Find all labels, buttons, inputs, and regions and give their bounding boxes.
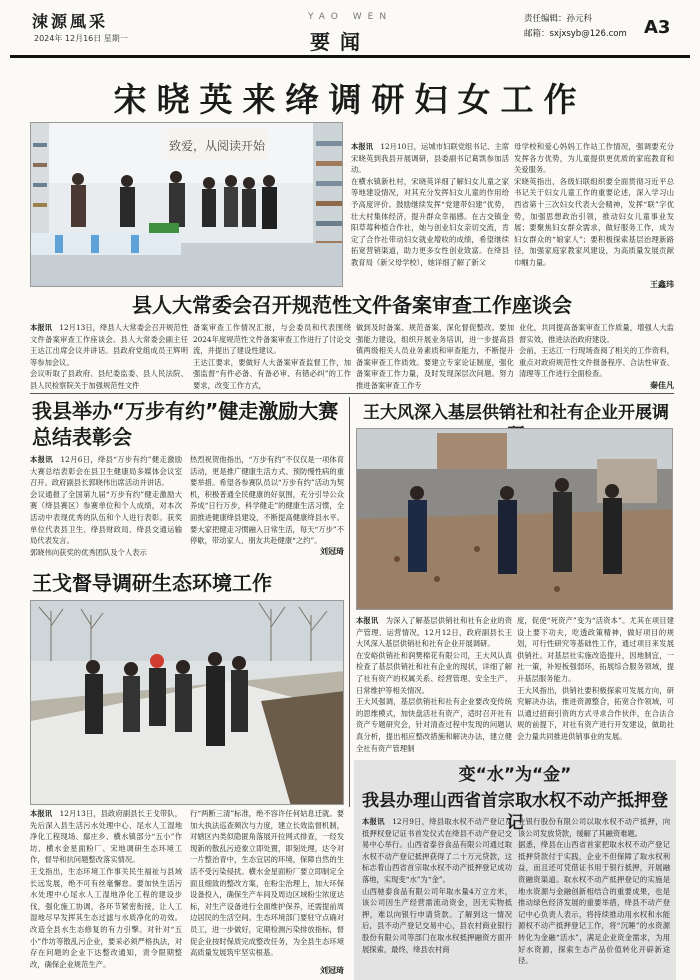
- article5-lead: 本报讯: [356, 616, 379, 625]
- section-title: 要闻: [310, 30, 370, 54]
- photo-eco-inspection: [30, 600, 344, 805]
- article3-col1: 本报讯 12月6日，绛县“万步有约”健走激励大赛总结表彰会在县卫生健康局多媒体会议室召开。政府副县长郭晓伟出席活动并讲话。 会议通报了全国第九届“万步有约”健走激励大赛（绛县赛区）参赛单位和个人成绩，对本次活动中表现优秀的队伍和个人进行表彰。获奖单位代表县卫生、绛县财政局、绛县交通运输局代表发言。 郭晓伟向获奖的优秀团队及个人表示: [30, 455, 182, 557]
- article1-col1: 本报讯 12月10日，运城市妇联党组书记、主席宋晓英到我县开展调研，县委副书记葛凯参加活动。 在横水镇新杜村，宋晓英详细了解妇女儿童之家等地建设情况，对其充分发挥妇女儿童的作用给予高度评价。鼓励继续发挥“党建带妇建”优势，壮大村集体经济，提升群众幸福感。在古交镇金阳草莓种植合作社，她与创业妇女亲切交流，肯定了合作社带动妇女就业增收的成绩，希望继续拓宽营销渠道，助力更多女性创业致富。在绛县教育局（新父母学校），她详细了解了新父: [351, 142, 509, 267]
- divider-vertical: [349, 397, 350, 807]
- date-line: 2024年 12月16日 星期一: [34, 34, 128, 43]
- article3-author: 刘冠琦: [320, 547, 344, 556]
- main-headline: 宋晓英来绛调研妇女工作: [113, 80, 587, 119]
- article2-col1: 本报讯 12月13日，绛县人大常委会召开规范性文件备案审查工作座谈会。县人大常委会副主任王达江出席会议并讲话。县政府党组成员王辉明等参加会议。 会议听取了县政府、县纪委监委、县人民法院、县人民检察院关于加强规范性文件: [30, 323, 188, 390]
- article5-headline: 王大风深入基层供销社和社有企业开展调: [363, 403, 669, 423]
- article6-headline: 我县办理山西省首宗取水权不动产抵押登记: [362, 791, 668, 833]
- article2-author: 秦佳凡: [650, 381, 674, 390]
- article5-col1: 本报讯 为深入了解基层供销社和社有企业的资产管理、运营情况，12月12日，政府副县长王大风深入基层供销社和社有企业开展调研。 在安峪供销社和润樊棉花有限公司，王大风认真检查了基层供销社和社有企业的现状，详细了解了社有资产的权属关系、经营管理、安全生产、日常维护等相关情况。 王大风强调，基层供销社和社有企业要改变传统的思维模式，加快盘活社有资产，适时召开社有资产专题研究会，针对清查过程中发现的问题认真分析，提出相应整改措施和解决办法，建立健全社有资产管理制: [356, 616, 512, 753]
- article2-col4: 业化，共同提高备案审查工作质量，增强人大监督实效，推进法治政府建设。 会前，王达江一行现场查阅了相关的工作资料，重点对政府规范性文件报备程序、合法性审查、清理等工作进行全面检查。: [519, 323, 674, 379]
- page-number: A3: [644, 17, 671, 38]
- article1-lead: 本报讯: [351, 142, 374, 151]
- article1-author: 王鑫玮: [650, 280, 674, 289]
- article4-lead: 本报讯: [30, 809, 53, 818]
- article3-headline: 我县举办“万步有约”健走激励大赛总结表彰会: [32, 399, 339, 449]
- article2-col2: 备案审查工作情况汇报，与会委员和代表围绕2024年度规范性文件备案审查工作进行了讨论交流，并提出了建设性建议。 王达江要求，要做好人大备案审查监督工作，加强监督“有件必备、有备必审、有错必纠”的工作要求，改变工作方式，: [193, 323, 351, 390]
- banner-slogan: 致爱，从阅读开始: [168, 139, 266, 153]
- article3-lead: 本报讯: [30, 455, 53, 464]
- article2-col3: 做到及时备案、规范备案、深化督促整改。要加强能力建设，组织开展业务培训，进一步提高县镇两级相关人员业务素质和审查能力，不断提升备案审查工作质效。要建立专家论证制度，强化备案审查工作力量，及时发现深层次问题。努力推进备案审查工作专: [356, 323, 514, 390]
- article6-panel: [354, 760, 676, 980]
- section-label-en: YAO WEN: [308, 12, 393, 22]
- email-address: 邮箱：sxjxsyb@126.com: [524, 29, 627, 39]
- editor-credit: 责任编辑：孙元科: [524, 14, 593, 24]
- photo-women-work-visit: [30, 122, 343, 287]
- article4-col2: 行“两断三清”标准，绝不容许任何姑息迁就。要加大执法巡查频次与力度，建立长效监督机制，对辖区内类似隐匿角落展开拉网式排查，一经发现新的散乱污迹象立即处置，即刻处理，达令对一片整治青中，生态宜居的环境，保障自然的生活不受污染侵扰。横水金星面粉厂要立即制定全面且细致的整改方案，在粉尘治理上，加大环保设备投入，确保生产车间及周边区域粉尘浓度达标，对生产设备进行全面维护保养，还需提前周边居民的生活空间。生态环境部门要驻守点确对员工，进一步做好，定期检测污染排放指标，督促企业按时保质完成整改任务，为全县生态环境高质量发展筑牢坚实根基。: [190, 809, 344, 958]
- article6-col2: 业银行股份有限公司以取水权不动产抵押，向该公司发放贷款，缓解了其融资难题。 据悉，绛县在山西省首家把取水权不动产登记抵押贷款付于实践，企业不但保障了取水权利益，而且还可凭借证书用于银行抵押，开展融资融资渠道。取水权不动产抵押登记的实施是地水资源与金融创新相结合的重要成果，也是推动绿色经济发展的重要举措，绛县不动产登记中心负责人表示，将持续推动用水权和水能源权不动产抵押登记工作，将“沉睡”的水资源转化为金融“活水”，满足企业资金需求，为用好水资源，探索生态产品价值转化开辟新途径。: [518, 817, 670, 966]
- masthead: 涑源風采: [32, 12, 109, 31]
- article6-lead: 本报讯: [362, 817, 385, 826]
- article6-kicker: 变“水”为“金”: [458, 765, 572, 785]
- article4-headline: 王戈督导调研生态环境工作: [32, 571, 272, 595]
- article3-col2: 热烈祝贺他指出，“万步有约”不仅仅是一项体育活动，更是推广健康生活方式、预防慢性病的重要举措。希望各参赛队员以“万步有约”活动为契机，积极普通全民健康的好氛围，充分引导公众养成“日行万步，科学健走”的健康生活习惯，全面推进健康绛县建设，不断提高健康绛县水平。要大家把健走习惯融入日常生活，每天“万步”不停歇，带动家人、朋友共赴健康“之约”。: [190, 455, 344, 546]
- page-header: [10, 0, 690, 58]
- divider-horizontal-1: [30, 393, 674, 394]
- article5-col2: 度，促使“死资产”变为“活资本”。尤其在项目建设上要下功夫，吃透政策精神，做好项目的规划，可行性研究等基础性工作，通过项目来发展供销社。对基层社实施改造提升，因地制宜，一社一策，补短板强弱环，拓展综合服务领域，提升基层服务能力。 王大风指出，供销社要积极探索可发展方向，研究解决办法，推进资源整合，拓宽合作领域，可以通过招商引资的方式寻求合作伙伴，在合法合规的前提下，对社有资产进行开发建设，做助社会力量共同推进供销事业的发展。: [517, 616, 674, 741]
- article4-author: 刘冠琦: [320, 966, 344, 975]
- article2-headline: 县人大常委会召开规范性文件备案审查工作座谈会: [132, 293, 572, 317]
- article4-col1: 本报讯 12月13日，县政府副县长王戈带队，先后深入县生活污水处理中心、尾水人工湿地净化工程现场、鄢庄乡、横水镇部分“五小”作坊、横水金星面粉厂、宋地调研生态环境工作，督导和抗问题整改落实情况。 王戈指出，生态环境工作事关民生福祉与县域长远发展，绝不可有丝毫懈怠。要加快生活污水处理中心尾水人工湿地净化工程的建设步伐，强化施工协调，各环节紧密衔接，让人工湿地尽早发挥其生态过滤与水质净化的功效。改造全县水生态修复的有力引擎。对针对“五小”作坊等散乱污企业，要采必须严格执法，对存在问题的企业下达整改通知，责令限期整改，确保企业规范生产。: [30, 809, 182, 969]
- article2-lead: 本报讯: [30, 323, 53, 332]
- article1-col2: 母学校和爱心妈妈工作站工作情况，强调要充分发挥各方优势，为儿童提供更优质的家庭教育和关爱服务。 宋晓英指出，各级妇联组织要全面贯彻习近平总书记关于妇女儿童工作的重要论述，深入学习山西省第十三次妇女代表大会精神，发挥“联”字优势，加强思想政治引领，推动妇女儿童事业发展；要聚焦妇女群众需求，做好服务工作，成为妇女群众的“娘家人”；要积极探索基层治理新路径，加强家庭家教家风建设，为高质量发展贡献巾帼力量。: [514, 142, 674, 267]
- article6-col1: 本报讯 12月9日，绛县取水权不动产登记及抵押权登记证书首发仪式在绛县不动产登记交易中心举行。山西省泰谷食品有限公司通过取水权不动产登记抵押获得了二十万元贷款，这标志着山西省首宗取水权不动产抵押登记成功落地，实现变“水”为“金”。 山西驰泰食品有限公司年取水量4万立方米，该公司因生产经营需流动资金，因无实物抵押，难以向银行申请贷款。了解到这一情况后，县不动产登记交易中心，县农村商业银行股份有限公司等部门在取水权抵押融资方面开展探索，最终，绛县农村商: [362, 817, 512, 954]
- photo-supply-coop-visit: [356, 428, 673, 610]
